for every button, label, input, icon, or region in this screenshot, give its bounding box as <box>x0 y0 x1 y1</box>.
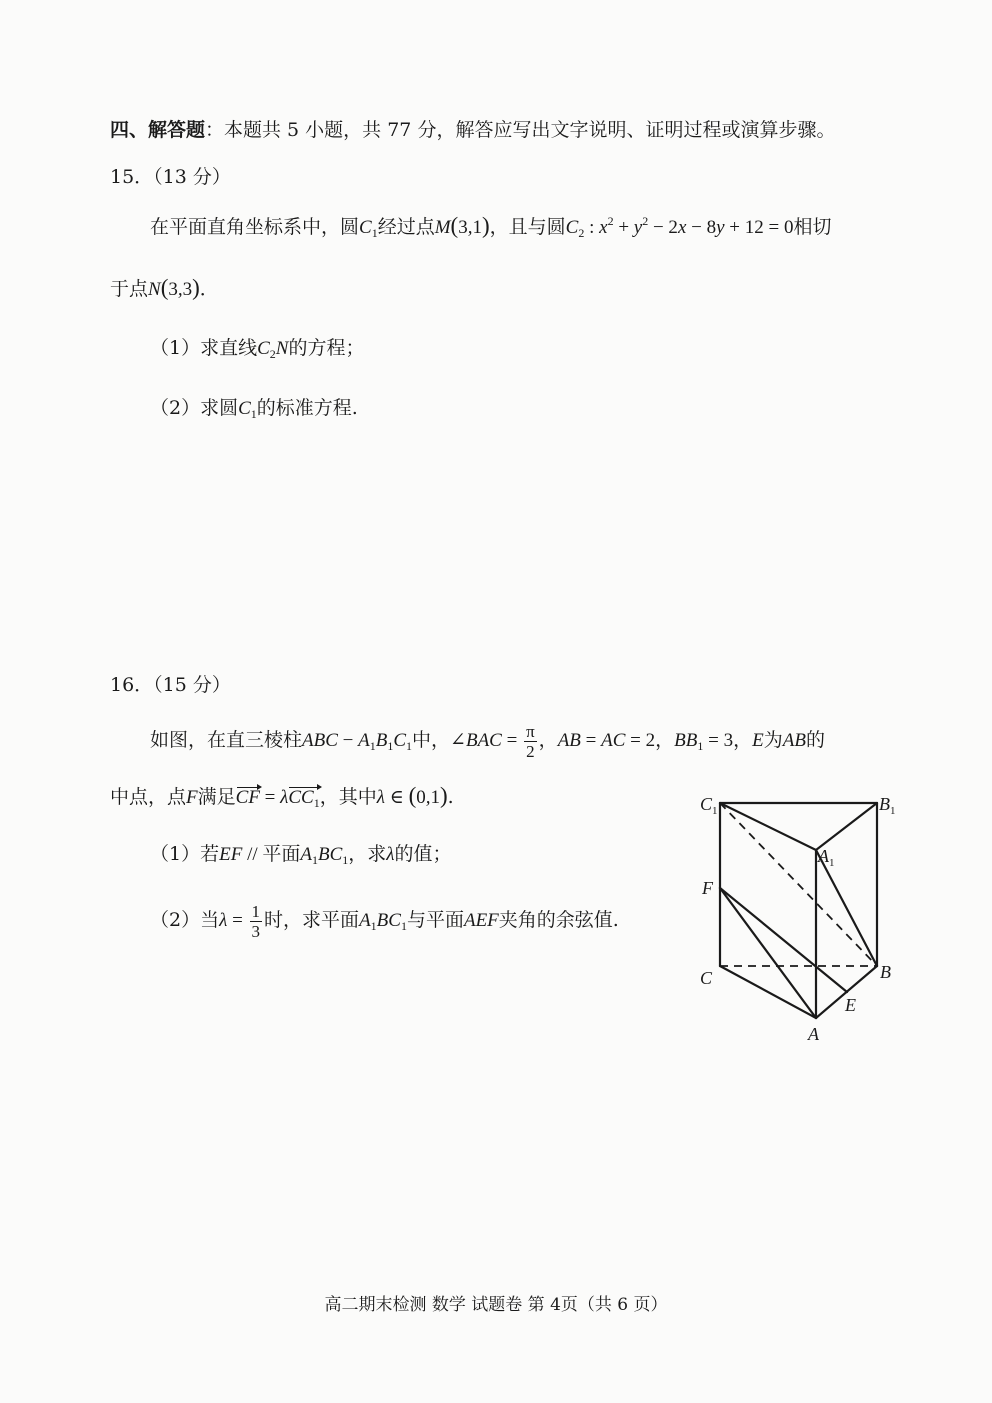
math-plane-aef: AEF <box>463 909 499 931</box>
edge-c1-a1 <box>720 803 816 850</box>
edge-a1-b <box>816 850 877 966</box>
label-b: B <box>880 962 891 982</box>
math-c2n: $C_2N$ <box>257 338 289 361</box>
math-ef-parallel: EF // <box>219 844 263 865</box>
section-header <box>110 118 835 142</box>
math-e: E <box>752 729 764 751</box>
q16-stem-line2: 中点，点F满足CF = λCC$_1$，其中λ ∈ (0,1). <box>110 783 454 810</box>
math-ab-ac: AB = AC = 2 <box>557 729 656 751</box>
math-plane-a1bc1: $A_1BC_1$ <box>300 844 349 867</box>
label-b1: $B_1$ <box>879 794 896 817</box>
q16-number: 16．（15 分） <box>110 674 231 696</box>
math-c1-b: $C_1$ <box>238 398 257 421</box>
page-footer: 高二期末检测 数学 试题卷 第 4页（共 6 页） <box>324 1295 668 1315</box>
math-point-m: M(3,1) <box>434 213 490 238</box>
label-f: F <box>702 878 713 898</box>
q16-part2: （2）当λ = $\frac{1}{3}$ 时，求平面$A_1BC_1$与平面AEF夹角的余弦值. <box>150 902 619 941</box>
q15-stem-line1: 在平面直角坐标系中，圆$C_1$经过点M(3,1)，且与圆$C_2$ : $x^2 + y^2 - 2x - 8y + 12 = 0$相切 <box>150 213 832 240</box>
section-title: 四、解答题 <box>110 119 206 141</box>
label-e: E <box>845 995 856 1015</box>
math-point-n: N(3,3) <box>148 275 200 300</box>
math-angle-bac: ∠BAC = $\frac{\pi}{2}$ <box>450 722 535 761</box>
math-prism: ABC − $A_1B_1C_1$ <box>302 729 413 753</box>
math-c1: $C_1$ <box>359 217 378 240</box>
segment-f-a <box>720 888 816 1018</box>
q15-stem-line2: 于点N(3,3)． <box>110 275 219 300</box>
math-lambda-one-third: λ = $\frac{1}{3}$ <box>219 902 261 941</box>
math-plane-a1bc1-b: $A_1BC_1$ <box>359 909 407 933</box>
q16-part1: （1）若EF // 平面$A_1BC_1$，求λ的值； <box>150 843 452 867</box>
math-vector-relation: CF = λCC$_1$ <box>235 787 320 810</box>
math-ab: AB <box>782 729 806 751</box>
q15-number: 15．（13 分） <box>110 166 231 188</box>
label-a: A <box>808 1024 819 1044</box>
math-bb1: $BB_1 = 3$ <box>674 729 734 753</box>
math-f: F <box>186 787 198 808</box>
q15-part2: （2）求圆$C_1$的标准方程. <box>150 397 358 421</box>
math-lambda: λ <box>386 844 395 865</box>
math-circle-c2: $C_2$ : $x^2 + y^2 - 2x - 8y + 12 = 0$ <box>565 214 794 240</box>
q15-part1: （1）求直线$C_2N$的方程； <box>150 337 365 361</box>
label-c1: $C_1$ <box>700 794 718 817</box>
edge-a1-b1 <box>816 803 877 850</box>
section-instructions: ：本题共 5 小题，共 77 分，解答应写出文字说明、证明过程或演算步骤。 <box>205 119 836 141</box>
label-c: C <box>700 968 713 988</box>
label-a1: $A_1$ <box>818 846 835 869</box>
edge-c-a <box>720 966 816 1018</box>
math-lambda-range: λ ∈ (0,1) <box>376 783 448 808</box>
prism-figure <box>690 790 910 1050</box>
q16-stem-line1: 如图，在直三棱柱ABC − $A_1B_1C_1$中，∠BAC = $\frac{\pi}{2}$ ，AB = AC = 2，$BB_1 = 3$，E为AB的 <box>150 722 825 761</box>
hidden-edge-c1-b <box>720 803 877 966</box>
